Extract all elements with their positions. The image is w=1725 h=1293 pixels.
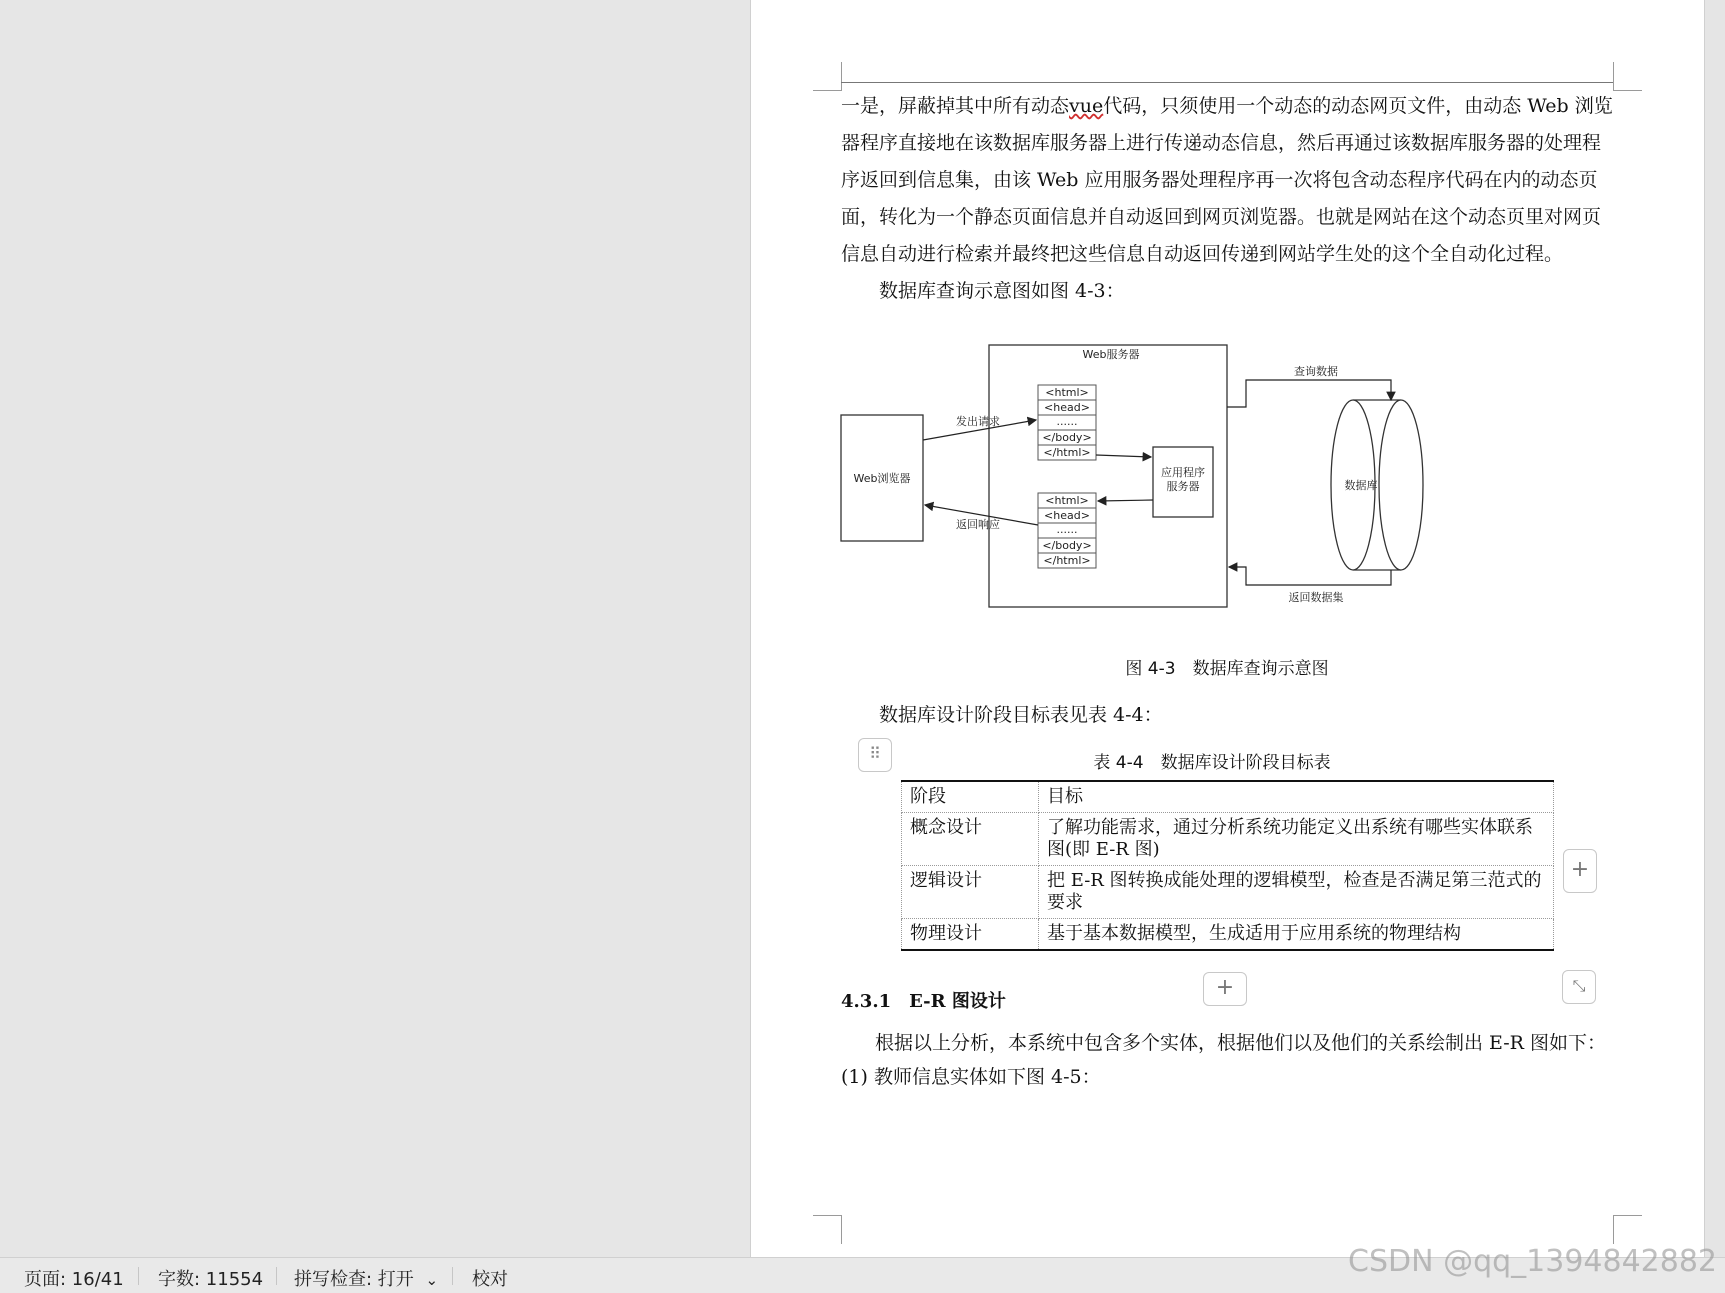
add-row-icon[interactable]: + [1203,972,1247,1006]
html-tag: </body> [1042,431,1092,444]
html-tag: ...... [1056,415,1078,428]
table-row [902,919,1554,951]
html-tag: <head> [1044,401,1090,414]
table-cell[interactable]: 把 E-R 图转换成能处理的逻辑模型，检查是否满足第三范式的要求 [1039,866,1554,919]
html-tag: <html> [1045,494,1089,507]
word-count[interactable]: 字数: 11554 [158,1269,264,1290]
watermark: CSDN @qq_1394842882 [1348,1244,1718,1279]
app-server-label-1: 应用程序 [1161,466,1205,479]
paragraph-text: 代码，只须使用一个动态的动态网页文件，由动态 Web 浏览器程序直接地在该数据库服务器上进行传递动态信息，然后再通过该数据库服务器的处理程序返回到信息集，由该 Web 应用服务器处理程序再一次将包含动态程序代码在内的动态页面，转化为一个静态页面信息并自动返回到网页浏览器。也就是网站在这个动态页里对网页信息自动进行检索并最终把这些信息自动返回传递到网站学生处的这个全自动化过程。 [841,95,1613,265]
workspace-background [0,0,750,1257]
app-to-html-arrow [1098,500,1153,501]
html-tag: <head> [1044,509,1090,522]
database-query-diagram[interactable] [853,345,1521,630]
html-tag: </html> [1043,446,1091,459]
html-tag: <html> [1045,386,1089,399]
table-cell[interactable]: 物理设计 [902,919,1039,951]
table-intro: 数据库设计阶段目标表见表 4-4： [879,704,1163,726]
chevron-down-icon[interactable]: ⌄ [425,1271,439,1289]
browser-label: Web浏览器 [853,472,911,485]
database-label: 数据库 [1344,479,1378,492]
table-cell[interactable]: 逻辑设计 [902,866,1039,919]
design-stage-table[interactable] [901,780,1554,951]
crop-mark-bottom-left [813,1215,842,1244]
table-cell[interactable]: 概念设计 [902,813,1039,866]
table-header-row [902,781,1554,813]
body-paragraph-2: 根据以上分析，本系统中包含多个实体，根据他们以及他们的关系绘制出 E-R 图如下： [875,1032,1607,1054]
table-move-handle-icon[interactable]: ⠿ [858,738,892,772]
table-cell[interactable]: 基于基本数据模型，生成适用于应用系统的物理结构 [1039,919,1554,951]
paragraph-text: 一是，屏蔽掉其中所有动态 [841,95,1070,117]
status-separator [138,1267,139,1285]
html-tag: </html> [1043,554,1091,567]
html-tag: </body> [1042,539,1092,552]
app-server-label-2: 服务器 [1166,480,1200,493]
query-data-label: 查询数据 [1294,365,1338,378]
figure-intro: 数据库查询示意图如图 4-3： [879,280,1125,302]
table-row [902,866,1554,919]
page-indicator[interactable]: 页面: 16/41 [24,1269,124,1290]
body-paragraph-1[interactable] [841,88,1613,310]
table-row [902,813,1554,866]
expand-table-icon[interactable]: ⤡ [1562,970,1596,1004]
html-stack-bottom [1038,493,1096,568]
send-request-label: 发出请求 [956,415,1000,428]
status-separator [452,1267,453,1285]
crop-mark-top-right [1613,62,1642,91]
table-header-cell[interactable]: 阶段 [902,781,1039,813]
figure-caption: 图 4-3 数据库查询示意图 [1125,659,1329,679]
section-heading: 4.3.1 E-R 图设计 [841,991,1006,1012]
html-to-app-arrow [1096,455,1151,457]
proofread-button[interactable]: 校对 [472,1269,508,1290]
return-dataset-label: 返回数据集 [1288,591,1344,604]
database-cylinder [1331,400,1423,570]
header-rule [841,82,1613,83]
document-page[interactable] [750,0,1705,1257]
spellcheck-flagged-word[interactable]: vue [1069,95,1104,117]
web-server-label: Web服务器 [1082,348,1140,361]
table-header-cell[interactable]: 目标 [1039,781,1554,813]
table-caption: 表 4-4 数据库设计阶段目标表 [1093,753,1331,773]
add-column-icon[interactable]: + [1563,849,1597,893]
spell-check-label: 拼写检查: 打开 [294,1269,414,1290]
return-response-label: 返回响应 [956,518,1000,531]
html-stack-top [1038,385,1096,460]
table-cell[interactable]: 了解功能需求，通过分析系统功能定义出系统有哪些实体联系图(即 E-R 图) [1039,813,1554,866]
status-separator [276,1267,277,1285]
query-data-arrow [1227,380,1391,407]
spell-check-toggle[interactable] [294,1265,438,1291]
crop-mark-bottom-right [1613,1215,1642,1244]
html-tag: ...... [1056,523,1078,536]
crop-mark-top-left [813,62,842,91]
body-paragraph-3: (1) 教师信息实体如下图 4-5： [841,1066,1101,1088]
